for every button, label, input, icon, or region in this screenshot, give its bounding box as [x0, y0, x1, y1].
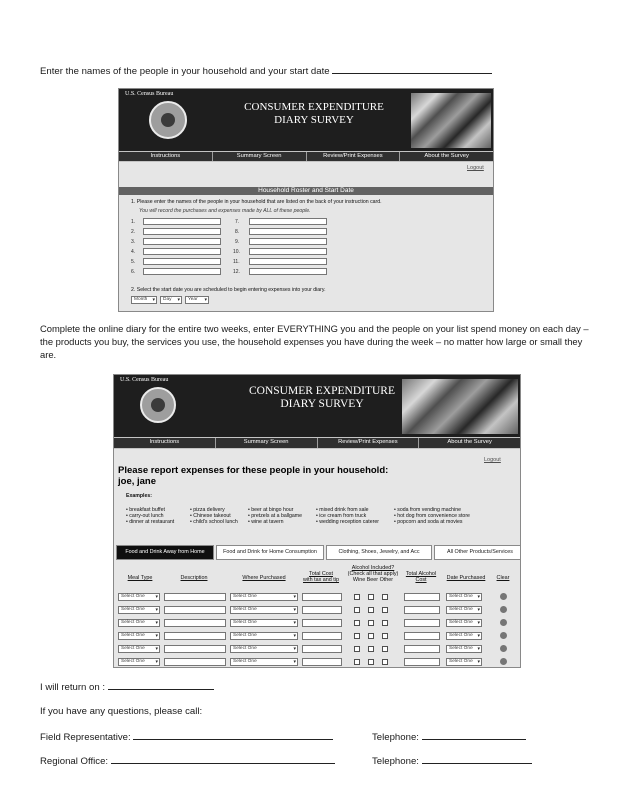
- logout-link[interactable]: Logout: [484, 457, 501, 463]
- wine-checkbox[interactable]: [354, 633, 360, 639]
- survey-banner: [119, 89, 493, 151]
- examples-label: Examples:: [126, 493, 152, 499]
- step2-text: 2. Select the start date you are scheduled to begin entering expenses into your diary.: [131, 287, 326, 293]
- roster-name-input[interactable]: [249, 258, 327, 265]
- col-meal-type: Meal Type: [127, 575, 153, 581]
- questions-text: If you have any questions, please call:: [40, 706, 203, 717]
- alcohol-cost-input[interactable]: [404, 593, 440, 601]
- field-rep-line: Field Representative:: [40, 730, 333, 743]
- date-purchased-select[interactable]: Select One ▾: [446, 593, 482, 601]
- meal-type-select[interactable]: Select One ▾: [118, 645, 160, 653]
- return-date-blank[interactable]: [108, 680, 214, 690]
- other-checkbox[interactable]: [382, 633, 388, 639]
- report-heading: Please report expenses for these people in your household:: [118, 465, 389, 476]
- example-item: • carry-out lunch: [126, 513, 164, 519]
- roster-name-input[interactable]: [143, 238, 221, 245]
- wine-checkbox[interactable]: [354, 620, 360, 626]
- example-item: • beer at bingo hour: [248, 507, 294, 513]
- example-item: • breakfast buffet: [126, 507, 165, 513]
- regional-office-line: Regional Office:: [40, 754, 335, 767]
- date-purchased-select[interactable]: Select One ▾: [446, 606, 482, 614]
- month-select[interactable]: Month ▾: [131, 296, 157, 304]
- roster-number: 8.: [235, 229, 240, 235]
- description-input[interactable]: [164, 632, 226, 640]
- col-alcohol: Alcohol Included? (Check all that apply) Wine Beer Other: [347, 565, 399, 583]
- census-seal-icon: [149, 101, 187, 139]
- example-item: • popcorn and soda at movies: [394, 519, 463, 525]
- roster-screenshot: [118, 88, 494, 312]
- col-where-purchased: Where Purchased: [242, 575, 286, 581]
- total-cost-input[interactable]: [302, 606, 342, 614]
- start-date-blank[interactable]: [332, 64, 492, 74]
- photo-collage-image: [402, 379, 518, 434]
- instruction-names-start-date: Enter the names of the people in your household and your start date: [40, 64, 492, 77]
- nav-summary-screen[interactable]: Summary Screen: [213, 152, 307, 161]
- wine-checkbox[interactable]: [354, 659, 360, 665]
- nav-review-print[interactable]: Review/Print Expenses: [318, 438, 420, 448]
- other-checkbox[interactable]: [382, 620, 388, 626]
- clear-row-icon[interactable]: [500, 658, 507, 665]
- day-select[interactable]: Day ▾: [160, 296, 182, 304]
- other-checkbox[interactable]: [382, 659, 388, 665]
- regional-office-blank[interactable]: [111, 754, 335, 764]
- where-purchased-select[interactable]: Select One ▾: [230, 645, 298, 653]
- bureau-label: U.S. Census Bureau: [125, 91, 174, 97]
- bureau-label: U.S. Census Bureau: [120, 377, 169, 383]
- col-date-purchased: Date Purchased: [446, 575, 486, 581]
- roster-name-input[interactable]: [143, 228, 221, 235]
- field-rep-telephone-line: Telephone:: [372, 730, 526, 743]
- wine-checkbox[interactable]: [354, 646, 360, 652]
- main-nav: [114, 437, 520, 449]
- example-item: • wine at tavern: [248, 519, 284, 525]
- survey-title: CONSUMER EXPENDITURE DIARY SURVEY: [249, 385, 395, 411]
- roster-number: 5.: [131, 259, 136, 265]
- roster-number: 10.: [233, 249, 240, 255]
- description-input[interactable]: [164, 606, 226, 614]
- alcohol-cost-input[interactable]: [404, 658, 440, 666]
- nav-summary-screen[interactable]: Summary Screen: [216, 438, 318, 448]
- alcohol-cost-input[interactable]: [404, 619, 440, 627]
- clear-row-icon[interactable]: [500, 619, 507, 626]
- photo-collage-image: [411, 93, 491, 148]
- roster-number: 7.: [235, 219, 240, 225]
- tab-clothing[interactable]: Clothing, Shoes, Jewelry, and Acc: [326, 545, 432, 560]
- roster-number: 11.: [233, 259, 240, 265]
- date-purchased-select[interactable]: Select One ▾: [446, 658, 482, 666]
- tab-food-home[interactable]: Food and Drink for Home Consumption: [216, 545, 324, 560]
- household-people: joe, jane: [118, 476, 157, 487]
- wine-checkbox[interactable]: [354, 607, 360, 613]
- roster-name-input[interactable]: [249, 238, 327, 245]
- roster-name-input[interactable]: [249, 248, 327, 255]
- total-cost-input[interactable]: [302, 632, 342, 640]
- description-input[interactable]: [164, 645, 226, 653]
- example-item: • mixed drink from sale: [316, 507, 369, 513]
- logout-link[interactable]: Logout: [467, 165, 484, 171]
- example-item: • ice cream from truck: [316, 513, 367, 519]
- alcohol-cost-input[interactable]: [404, 606, 440, 614]
- clear-row-icon[interactable]: [500, 645, 507, 652]
- wine-checkbox[interactable]: [354, 594, 360, 600]
- total-cost-input[interactable]: [302, 658, 342, 666]
- col-clear: Clear: [496, 575, 510, 581]
- clear-row-icon[interactable]: [500, 593, 507, 600]
- category-tabs: [116, 545, 521, 560]
- date-purchased-select[interactable]: Select One ▾: [446, 632, 482, 640]
- roster-number: 2.: [131, 229, 136, 235]
- date-purchased-select[interactable]: Select One ▾: [446, 619, 482, 627]
- nav-review-print[interactable]: Review/Print Expenses: [307, 152, 401, 161]
- description-input[interactable]: [164, 658, 226, 666]
- total-cost-input[interactable]: [302, 619, 342, 627]
- roster-number: 4.: [131, 249, 136, 255]
- meal-type-select[interactable]: Select One ▾: [118, 658, 160, 666]
- example-item: • Chinese takeout: [190, 513, 231, 519]
- beer-checkbox[interactable]: [368, 607, 374, 613]
- other-checkbox[interactable]: [382, 594, 388, 600]
- other-checkbox[interactable]: [382, 646, 388, 652]
- roster-number: 12.: [233, 269, 240, 275]
- description-input[interactable]: [164, 619, 226, 627]
- example-item: • wedding reception caterer: [316, 519, 379, 525]
- roster-name-input[interactable]: [249, 228, 327, 235]
- nav-instructions[interactable]: Instructions: [119, 152, 213, 161]
- section-title: Household Roster and Start Date: [119, 187, 493, 195]
- nav-about[interactable]: About the Survey: [424, 153, 469, 159]
- instruction-complete-diary: Complete the online diary for the entire two weeks, enter EVERYTHING you and the people on your list spend money on each day – the products you buy, the services you use, the household expenses you have during the week – no matter how large or small they are.: [40, 323, 589, 360]
- meal-type-select[interactable]: Select One ▾: [118, 619, 160, 627]
- roster-name-input[interactable]: [249, 268, 327, 275]
- roster-name-input[interactable]: [143, 268, 221, 275]
- roster-name-input[interactable]: [143, 258, 221, 265]
- where-purchased-select[interactable]: Select One ▾: [230, 619, 298, 627]
- beer-checkbox[interactable]: [368, 594, 374, 600]
- example-item: • pretzels at a ballgame: [248, 513, 303, 519]
- tab-food-away[interactable]: Food and Drink Away from Home: [116, 545, 214, 560]
- roster-number: 3.: [131, 239, 136, 245]
- year-select[interactable]: Year ▾: [185, 296, 209, 304]
- beer-checkbox[interactable]: [368, 646, 374, 652]
- description-input[interactable]: [164, 593, 226, 601]
- roster-name-input[interactable]: [249, 218, 327, 225]
- tab-other-products[interactable]: All Other Products/Services: [434, 545, 521, 560]
- where-purchased-select[interactable]: Select One ▾: [230, 593, 298, 601]
- col-alcohol-cost: Total Alcohol Cost: [405, 571, 437, 583]
- roster-number: 1.: [131, 219, 136, 225]
- example-item: • hot dog from convenience store: [394, 513, 470, 519]
- main-nav: [119, 151, 493, 162]
- example-item: • dinner at restaurant: [126, 519, 175, 525]
- col-description: Description: [180, 575, 208, 581]
- regional-telephone-blank[interactable]: [422, 754, 532, 764]
- survey-banner: [114, 375, 520, 437]
- example-item: • soda from vending machine: [394, 507, 461, 513]
- date-purchased-select[interactable]: Select One ▾: [446, 645, 482, 653]
- alcohol-cost-input[interactable]: [404, 632, 440, 640]
- other-checkbox[interactable]: [382, 607, 388, 613]
- roster-number: 9.: [235, 239, 240, 245]
- beer-checkbox[interactable]: [368, 633, 374, 639]
- field-rep-telephone-blank[interactable]: [422, 730, 526, 740]
- roster-number: 6.: [131, 269, 136, 275]
- beer-checkbox[interactable]: [368, 659, 374, 665]
- where-purchased-select[interactable]: Select One ▾: [230, 606, 298, 614]
- example-item: • child's school lunch: [190, 519, 238, 525]
- regional-telephone-line: Telephone:: [372, 754, 532, 767]
- survey-title: CONSUMER EXPENDITURE DIARY SURVEY: [244, 101, 384, 126]
- example-item: • pizza delivery: [190, 507, 225, 513]
- meal-type-select[interactable]: Select One ▾: [118, 606, 160, 614]
- beer-checkbox[interactable]: [368, 620, 374, 626]
- alcohol-cost-input[interactable]: [404, 645, 440, 653]
- total-cost-input[interactable]: [302, 645, 342, 653]
- clear-row-icon[interactable]: [500, 632, 507, 639]
- where-purchased-select[interactable]: Select One ▾: [230, 658, 298, 666]
- step1-text: 1. Please enter the names of the people in your household that are listed on the back of your instruction card.: [131, 199, 382, 205]
- field-rep-blank[interactable]: [133, 730, 333, 740]
- expense-screenshot: [113, 374, 521, 668]
- roster-name-input[interactable]: [143, 218, 221, 225]
- nav-instructions[interactable]: Instructions: [114, 438, 216, 448]
- col-total-cost: Total Cost with tax and tip: [303, 571, 339, 583]
- where-purchased-select[interactable]: Select One ▾: [230, 632, 298, 640]
- meal-type-select[interactable]: Select One ▾: [118, 593, 160, 601]
- nav-about[interactable]: About the Survey: [447, 439, 492, 445]
- total-cost-input[interactable]: [302, 593, 342, 601]
- return-date-line: I will return on :: [40, 680, 214, 693]
- census-seal-icon: [140, 387, 176, 423]
- step1-note: You will record the purchases and expenses made by ALL of these people.: [139, 208, 311, 214]
- roster-name-input[interactable]: [143, 248, 221, 255]
- meal-type-select[interactable]: Select One ▾: [118, 632, 160, 640]
- clear-row-icon[interactable]: [500, 606, 507, 613]
